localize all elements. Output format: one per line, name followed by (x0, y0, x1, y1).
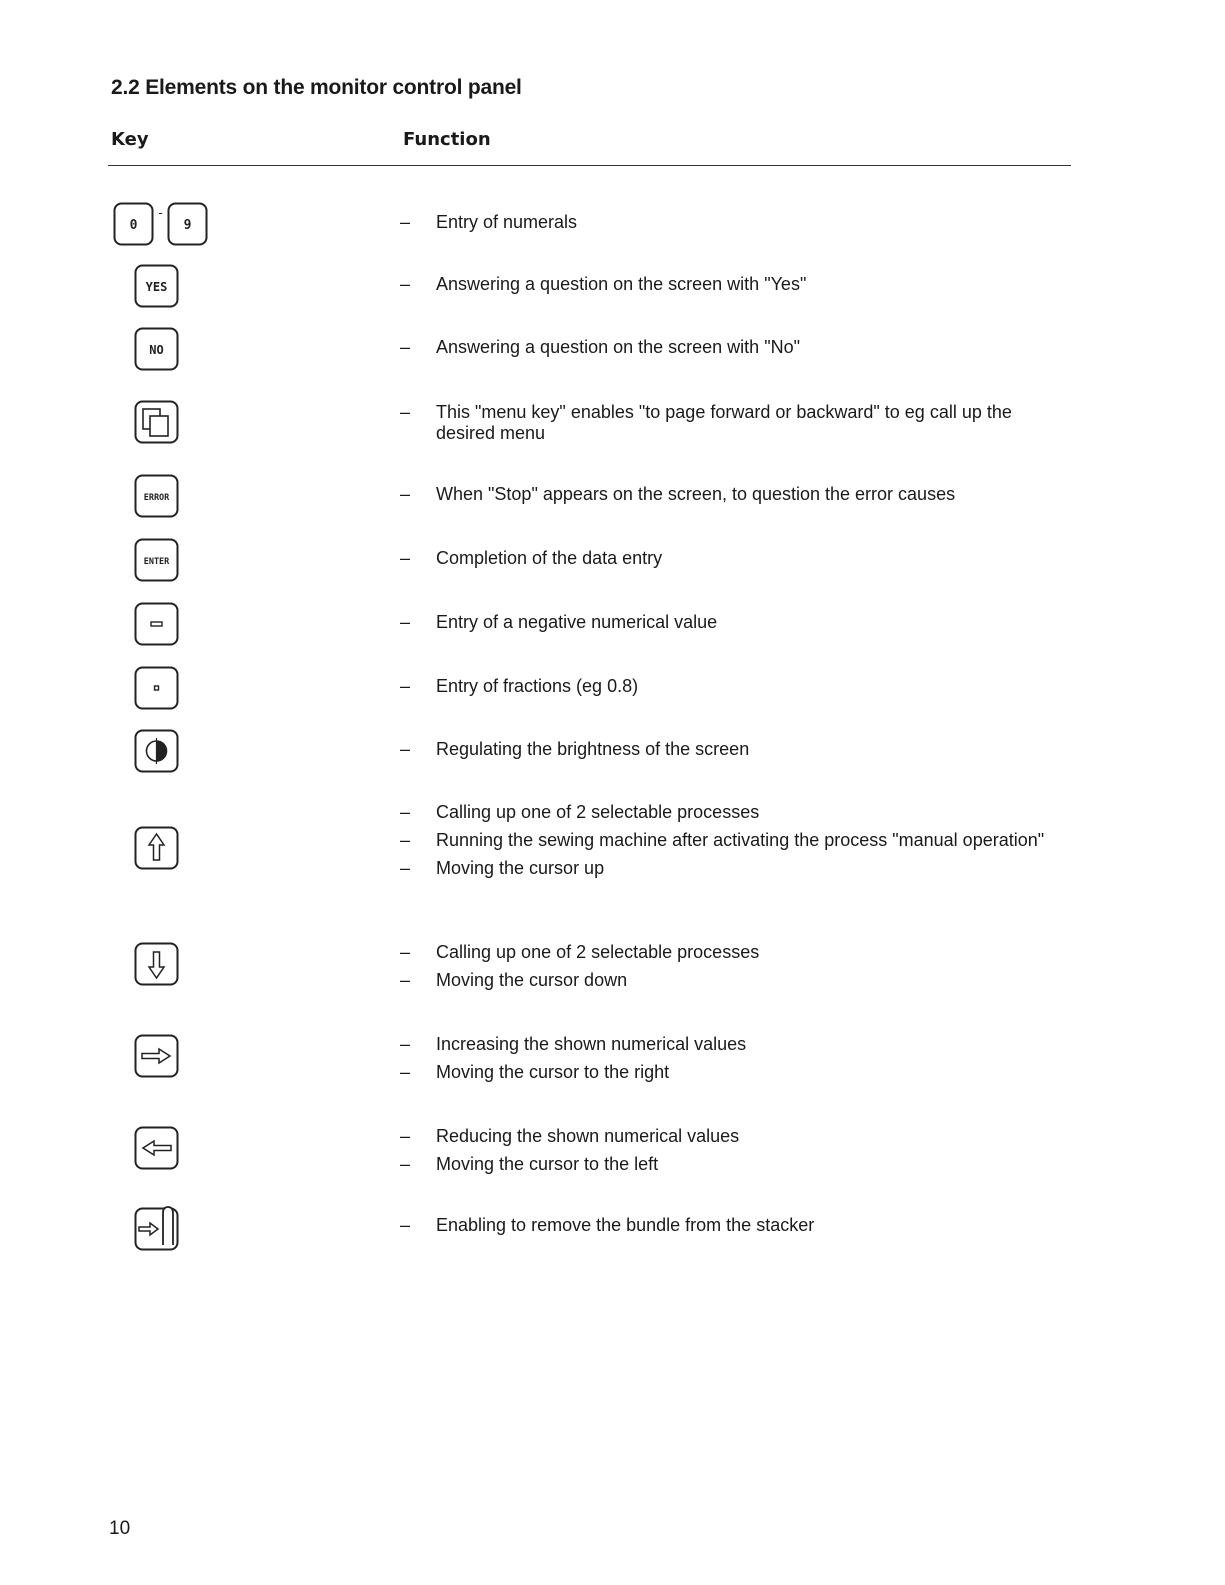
entry-function (400, 612, 1060, 640)
arrow-right-key-icon (134, 1034, 180, 1078)
entry-function (400, 484, 1060, 512)
enter-key-label: ENTER (143, 557, 170, 567)
function-line: – Answering a question on the screen with "No" (400, 337, 1060, 358)
arrow-up-key-icon (134, 826, 180, 870)
page-number: 10 (109, 1518, 131, 1539)
function-line: – Answering a question on the screen with "Yes" (400, 274, 1060, 295)
arrow-left-key-icon (134, 1126, 180, 1170)
header-divider (108, 165, 1071, 166)
key-nine-label: 9 (183, 218, 192, 233)
entry-function (400, 802, 1060, 886)
section-title: 2.2 Elements on the monitor control panel (111, 76, 522, 99)
function-column-header: Function (403, 129, 491, 150)
entry-function (400, 676, 1060, 704)
function-line: – Increasing the shown numerical values (400, 1034, 1060, 1055)
minus-key-icon (134, 602, 180, 646)
entry-function (400, 942, 1060, 998)
function-line: – Entry of numerals (400, 212, 1060, 233)
numeric-keys-icon (113, 202, 209, 246)
function-line: – When "Stop" appears on the screen, to question the error causes (400, 484, 1060, 505)
entry-function (400, 337, 1060, 365)
decimal-point-key-icon (134, 666, 180, 710)
function-line: – Calling up one of 2 selectable processes (400, 802, 1060, 823)
error-key-icon (134, 474, 180, 518)
function-line: – Moving the cursor down (400, 970, 1060, 991)
function-line: – Completion of the data entry (400, 548, 1060, 569)
error-key-label: ERROR (143, 493, 170, 503)
function-line: – Running the sewing machine after activating the process "manual operation" (400, 830, 1060, 851)
entry-function (400, 548, 1060, 576)
entry-function (400, 739, 1060, 767)
function-line: – Moving the cursor up (400, 858, 1060, 879)
entry-function (400, 1126, 1060, 1182)
function-line: – This "menu key" enables "to page forward or backward" to eg call up the desired menu (400, 402, 1060, 444)
brightness-key-icon (134, 729, 180, 773)
no-key-icon (134, 327, 180, 371)
no-key-label: NO (149, 343, 164, 357)
function-line: – Moving the cursor to the left (400, 1154, 1060, 1175)
function-line: – Entry of fractions (eg 0.8) (400, 676, 1060, 697)
function-line: – Calling up one of 2 selectable processes (400, 942, 1060, 963)
arrow-down-key-icon (134, 942, 180, 986)
function-line: – Enabling to remove the bundle from the stacker (400, 1215, 1060, 1236)
key-column-header: Key (111, 129, 149, 150)
menu-key-icon (134, 400, 180, 444)
entry-function (400, 1034, 1060, 1090)
entry-function (400, 212, 1060, 240)
stacker-key-icon (134, 1205, 180, 1253)
function-line: – Entry of a negative numerical value (400, 612, 1060, 633)
function-line: – Reducing the shown numerical values (400, 1126, 1060, 1147)
yes-key-label: YES (145, 280, 168, 294)
function-line: – Moving the cursor to the right (400, 1062, 1060, 1083)
key-zero-label: 0 (129, 218, 138, 233)
enter-key-icon (134, 538, 180, 582)
key-range-separator: - (158, 205, 163, 220)
entry-function (400, 402, 1060, 451)
entry-function (400, 1215, 1060, 1243)
yes-key-icon (134, 264, 180, 308)
function-line: – Regulating the brightness of the screen (400, 739, 1060, 760)
entry-function (400, 274, 1060, 302)
